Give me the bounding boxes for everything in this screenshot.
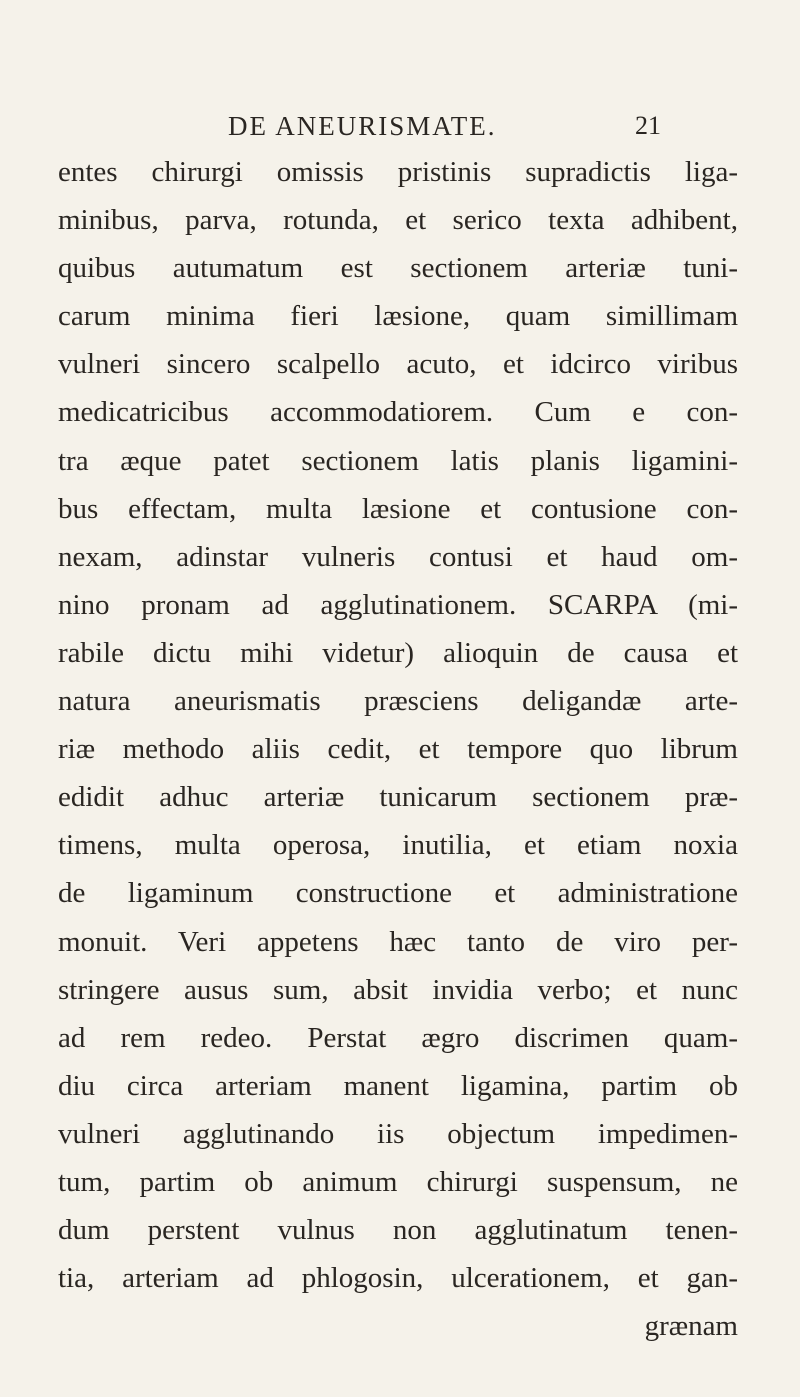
text-line: diu circa arteriam manent ligamina, partim ob xyxy=(58,1069,738,1102)
running-title: DE ANEURISMATE. xyxy=(228,111,497,141)
text-line: monuit. Veri appetens hæc tanto de viro per- xyxy=(58,925,738,958)
text-line: natura aneurismatis præsciens deligandæ arte- xyxy=(58,685,738,718)
page-number: 21 xyxy=(635,111,661,140)
text-line: carum minima fieri læsione, quam simillimam xyxy=(58,300,738,333)
text-line: bus effectam, multa læsione et contusione con- xyxy=(58,492,738,525)
text-line: minibus, parva, rotunda, et serico texta adhibent, xyxy=(58,204,738,237)
catchword: grænam xyxy=(644,1310,738,1343)
text-line: ad rem redeo. Perstat ægro discrimen quam- xyxy=(58,1021,738,1054)
text-line: nino pronam ad agglutinationem. SCARPA (mi- xyxy=(58,588,738,621)
text-line: de ligaminum constructione et administratione xyxy=(58,877,738,910)
text-line: nexam, adinstar vulneris contusi et haud om- xyxy=(58,540,738,573)
text-line: tia, arteriam ad phlogosin, ulcerationem, et gan- xyxy=(58,1262,738,1295)
text-line: entes chirurgi omissis pristinis supradictis liga- xyxy=(58,156,738,188)
text-line: stringere ausus sum, absit invidia verbo; et nunc xyxy=(58,973,738,1006)
running-head xyxy=(0,106,800,146)
text-line: dum perstent vulnus non agglutinatum tenen- xyxy=(58,1214,738,1247)
text-line: timens, multa operosa, inutilia, et etiam noxia xyxy=(58,829,738,862)
text-line: quibus autumatum est sectionem arteriæ tuni- xyxy=(58,252,738,285)
text-line: tum, partim ob animum chirurgi suspensum, ne xyxy=(58,1165,738,1198)
text-line: rabile dictu mihi videtur) alioquin de causa et xyxy=(58,636,738,669)
body-text xyxy=(58,148,738,1350)
text-line: vulneri sincero scalpello acuto, et idcirco viribus xyxy=(58,348,738,381)
text-line: edidit adhuc arteriæ tunicarum sectionem præ- xyxy=(58,781,738,814)
text-line: tra æque patet sectionem latis planis ligamini- xyxy=(58,444,738,477)
text-line: medicatricibus accommodatiorem. Cum e con- xyxy=(58,396,738,429)
text-line: riæ methodo aliis cedit, et tempore quo librum xyxy=(58,733,738,766)
text-line: vulneri agglutinando iis objectum impedimen- xyxy=(58,1117,738,1150)
